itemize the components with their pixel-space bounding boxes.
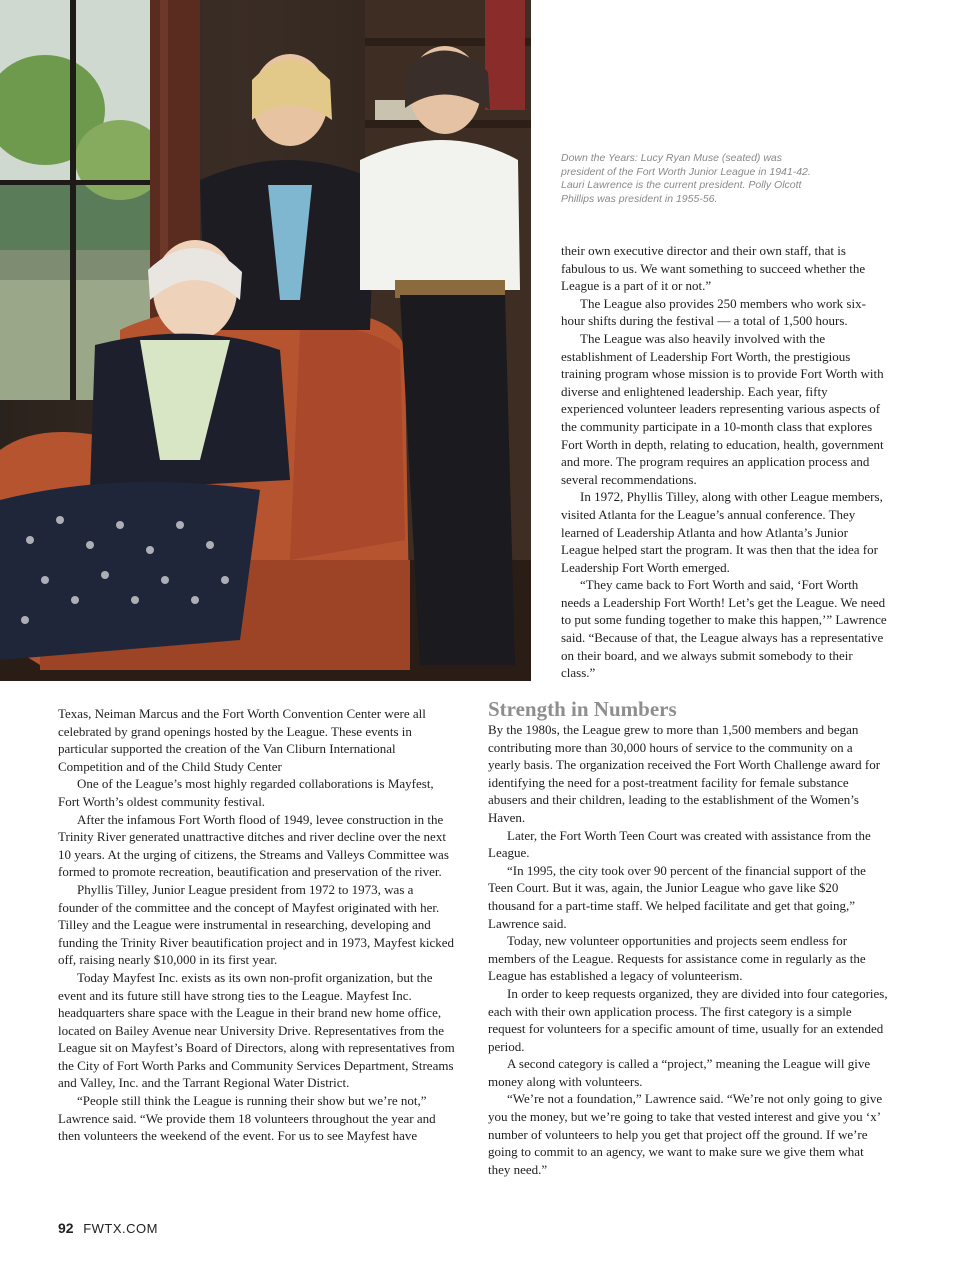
article-column-right-top	[561, 242, 887, 682]
paragraph: Later, the Fort Worth Teen Court was created with assistance from the League.	[488, 827, 871, 861]
section-heading: Strength in Numbers	[488, 697, 677, 721]
page-number: 92	[58, 1220, 74, 1236]
paragraph: Today Mayfest Inc. exists as its own non-profit organization, but the event and its future still have strong ties to the League. Mayfest Inc. headquarters share space with the League in their brand new home office, located on Bailey Avenue near University Drive. Representatives from the League sit on Mayfest’s Board of Directors, along with representatives from the City of Fort Worth Parks and Community Services Department, Streams and Valley, Inc. and the Tarrant Regional Water District.	[58, 969, 455, 1091]
paragraph: In 1972, Phyllis Tilley, along with other League members, visited Atlanta for the League’s annual conference. They learned of Leadership Atlanta and how Atlanta’s Junior League helped start the program. It was then that the idea for Leadership Fort Worth emerged.	[561, 489, 883, 575]
paragraph: After the infamous Fort Worth flood of 1949, levee construction in the Trinity River generated unattractive ditches and river decline over the next 10 years. At the urging of citizens, the Streams and Valleys Committee was formed to promote recreation, beautification and preservation of the river.	[58, 811, 449, 880]
site-name: FWTX.COM	[83, 1221, 158, 1236]
paragraph: One of the League’s most highly regarded collaborations is Mayfest, Fort Worth’s oldest community festival.	[58, 776, 434, 809]
article-column-right-bottom	[488, 721, 888, 1178]
paragraph: “They came back to Fort Worth and said, ‘Fort Worth needs a Leadership Fort Worth! Let’s get the League. We need to put some funding together to make this happen,’” Lawrence said. “Because of that, the League always has a representative on their board, and we always submit somebody to their class.”	[561, 577, 887, 681]
paragraph: A second category is called a “project,” meaning the League will give money along with volunteers.	[488, 1056, 871, 1089]
article-column-left	[58, 705, 455, 1145]
paragraph: “We’re not a foundation,” Lawrence said. “We’re not only going to give you the money, but we’re going to take that vested interest and give you ‘x’ number of volunteers to help you get that project off the ground. If we’re going to commit to an agency, we want to make sure we give them what they need.”	[488, 1091, 883, 1177]
paragraph: In order to keep requests organized, they are divided into four categories, each with their own application process. The first category is a simple request for volunteers for a specific amount of time, usually for an extended period.	[488, 985, 888, 1054]
paragraph: “In 1995, the city took over 90 percent of the financial support of the Teen Court. But it was, again, the Junior League who gave like $20 thousand for a part-time staff. We helped facilitate and get that going,” Lawrence said.	[488, 862, 866, 931]
paragraph: By the 1980s, the League grew to more than 1,500 members and began contributing more than 30,000 hours of service to the community on a yearly basis. The organization received the Fort Worth Challenge award for identifying the need for a post-treatment facility for female substance abusers and their children, leading to the establishment of the Women’s Haven.	[488, 722, 881, 825]
photo-caption: Down the Years: Lucy Ryan Muse (seated) was president of the Fort Worth Junior League in 1941-42. Lauri Lawrence is the current president. Polly Olcott Phillips was president in 1955-56.	[561, 152, 811, 205]
paragraph: Today, new volunteer opportunities and projects seem endless for members of the League. Requests for assistance come in regularly as the League has established a legacy of volunteerism.	[488, 933, 866, 984]
paragraph: The League also provides 250 members who work six-hour shifts during the festival — a total of 1,500 hours.	[561, 295, 866, 329]
paragraph: “People still think the League is running their show but we’re not,” Lawrence said. “We provide them 18 volunteers throughout the year and then volunteers the weekend of the event. For us to see Mayfest have	[58, 1093, 436, 1144]
paragraph: Phyllis Tilley, Junior League president from 1972 to 1973, was a founder of the committee and the concept of Mayfest originated with her. Tilley and the League were instrumental in researching, developing and funding the Trinity River beautification project and in 1973, Mayfest kicked off, raising nearly $10,000 in its first year.	[58, 881, 455, 968]
portrait-photo	[0, 0, 531, 681]
paragraph: their own executive director and their own staff, that is fabulous to us. We want something to succeed whether the League is a part of it or not.”	[561, 243, 866, 294]
paragraph: The League was also heavily involved with the establishment of Leadership Fort Worth, the prestigious training program whose mission is to provide Fort Worth with diverse and enlightened leadership. Each year, fifty experienced volunteer leaders representing various aspects of the community participate in a 10-month class that explores Fort Worth in depth, relating to education, health, government and more. The program requires an application process and several recommendations.	[561, 330, 884, 487]
portrait-photo-illustration	[0, 0, 531, 681]
page-folio	[58, 1220, 158, 1236]
paragraph: Texas, Neiman Marcus and the Fort Worth Convention Center were all celebrated by grand openings hosted by the League. These events in particular supported the creation of the Van Cliburn International Competition and of the Child Study Center	[58, 706, 426, 774]
